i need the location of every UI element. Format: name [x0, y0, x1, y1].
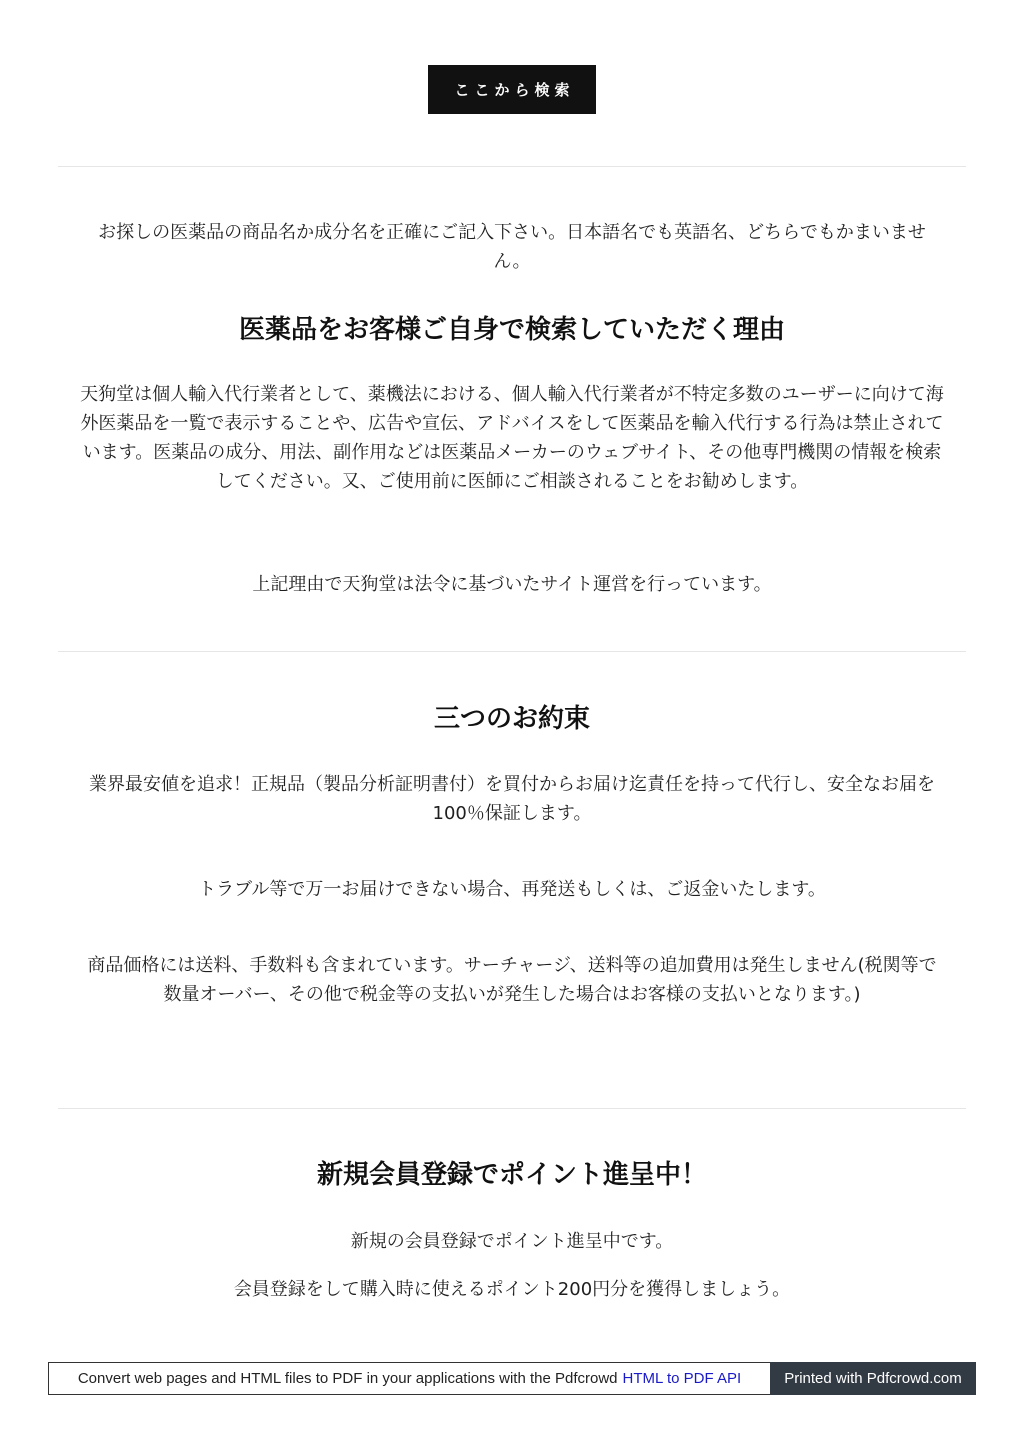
promise-paragraph-2: トラブル等で万一お届けできない場合、再発送もしくは、ご返金いたします。 [198, 879, 826, 900]
footer-convert-notice [48, 1362, 770, 1395]
member-section [80, 1157, 944, 1193]
intro-block [80, 218, 944, 276]
divider-middle [58, 651, 966, 652]
promise-title: 三つのお約束 [433, 704, 590, 734]
member-paragraph-1: 新規の会員登録でポイント進呈中です。 [350, 1231, 674, 1252]
promise-section [80, 701, 944, 737]
reason-body [80, 380, 944, 496]
promise-paragraph-1: 業界最安値を追求！正規品（製品分析証明書付）を買付からお届け迄責任を持って代行し、安全なお届を100％保証します。 [89, 774, 935, 824]
html-to-pdf-api-link[interactable]: HTML to PDF API [622, 1370, 742, 1387]
pdfcrowd-footer [48, 1362, 976, 1395]
member-title: 新規会員登録でポイント進呈中！ [316, 1160, 707, 1190]
search-button[interactable]: ここから検索 [428, 65, 596, 114]
footer-text: Convert web pages and HTML files to PDF in your applications with the Pdfcrowd [77, 1370, 618, 1387]
member-paragraph-2: 会員登録をして購入時に使えるポイント200円分を獲得しましょう。 [233, 1279, 791, 1300]
member-body-2 [80, 1275, 944, 1304]
promise-body-3 [80, 951, 944, 1009]
printed-label: Printed with Pdfcrowd.com [784, 1370, 962, 1387]
promise-body-2 [80, 875, 944, 904]
promise-body-1 [80, 770, 944, 828]
promise-paragraph-3: 商品価格には送料、手数料も含まれています。サーチャージ、送料等の追加費用は発生しません(税関等で数量オーバー、その他で税金等の支払いが発生した場合はお客様の支払いとなります。) [87, 955, 937, 1005]
reason-paragraph-2: 上記理由で天狗堂は法令に基づいたサイト運営を行っています。 [252, 574, 772, 595]
reason-footer [80, 570, 944, 599]
reason-title: 医薬品をお客様ご自身で検索していただく理由 [238, 315, 785, 345]
reason-paragraph-1: 天狗堂は個人輸入代行業者として、薬機法における、個人輸入代行業者が不特定多数のユーザーに向けて海外医薬品を一覧で表示することや、広告や宣伝、アドバイスをして医薬品を輸入代行する行為は禁止されています。医薬品の成分、用法、副作用などは医薬品メーカーのウェブサイト、その他専門機関の情報を検索してください。又、ご使用前に医師にご相談されることをお勧めします。 [80, 384, 944, 492]
reason-section [80, 312, 944, 348]
divider-bottom [58, 1108, 966, 1109]
member-body-1 [80, 1227, 944, 1256]
footer-printed-with[interactable] [770, 1362, 976, 1395]
divider-top [58, 166, 966, 167]
intro-text: お探しの医薬品の商品名か成分名を正確にご記入下さい。日本語名でも英語名、どちらでもかまいません。 [98, 222, 926, 272]
